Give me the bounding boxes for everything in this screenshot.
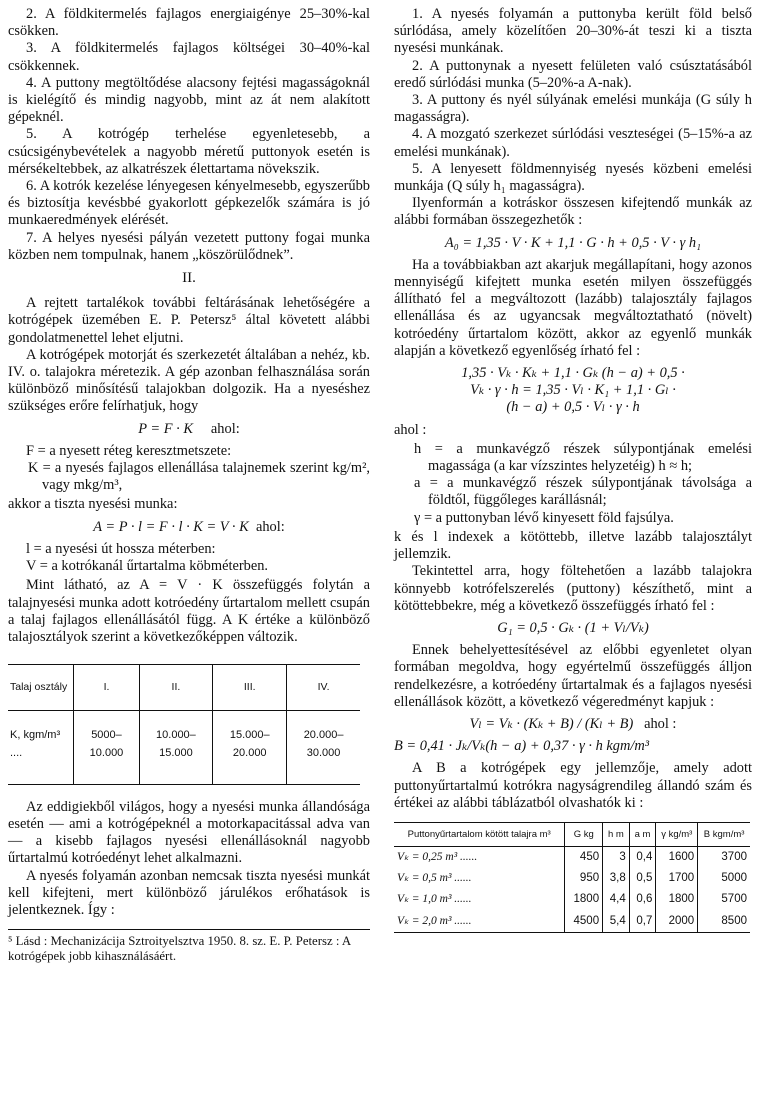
list-item: 4. A mozgató szerkezet súrlódási veszteségei (5–15%-a az emelési munkának). [394,126,752,160]
left-column [8,6,370,964]
paragraph: akkor a tiszta nyesési munka: [8,496,178,513]
table-cell: 0,4 [629,846,656,868]
paragraph: A rejtett tartalékok további feltárásának lehetőségére a kotrógépek üzemében E. P. Petersz⁵ által követett alábbi gondolatmenettel lehet eljutni. [8,295,370,346]
table-cell: 5000–10.000 [74,711,139,768]
definition-item: γ = a puttonyban lévő kinyesett föld fajsúlya. [414,509,674,526]
definition-item: h = a munkavégző részek súlypontjának emelési magassága (a kar vízszintes helyzetéig) h ≈ h; [414,440,752,475]
formula-equality-line3: (h − a) + 0,5 · Vₗ · γ · h [506,399,640,416]
paragraph: k és l indexek a kötöttebb, illetve lazább talajosztályt jellemzik. [394,528,752,563]
formula-tail: ahol: [210,420,240,437]
formula-text: A = P · l = F · l · K = V · K [93,518,249,535]
table-cell: 15.000–20.000 [213,711,287,768]
table-cell: 950 [565,868,603,889]
section-heading: II. [182,270,196,287]
footnote: ⁵ Lásd : Mechanizácija Sztroityelsztva 1950. 8. sz. E. P. Petersz : A kotrógépek jobb kihasználásáért. [8,929,370,964]
table-header-row [394,822,750,846]
list-item: 2. A földkitermelés fajlagos energiaigénye 25–30%-kal csökken. [8,6,370,40]
table-cell: 4,4 [603,889,630,910]
table-header-cell: γ kg/m³ [656,822,698,846]
formula-text: Vₗ = Vₖ · (Kₖ + B) / (Kₗ + B) [469,715,634,732]
paragraph: Tekintettel arra, hogy föltehetően a lazább talajokra könnyebb kotrófelszerelés (puttony) készíthető, mint a kötöttebbekre, még a következő összefüggés írható fel : [394,563,752,614]
paragraph: A B a kotrógépek egy jellemzője, amely adott puttonyűrtartalmú kotrókra nagyságrendileg állandó szám és értékei az alábbi táblázatból olvashatók ki : [394,760,752,811]
table-cell: 2000 [656,911,698,933]
definition-item: F = a nyesett réteg keresztmetszete: [26,442,232,459]
ahol-label: ahol : [394,421,427,438]
table-header-cell: II. [139,665,213,711]
bucket-table [394,822,750,933]
paragraph: Az eddigiekből világos, hogy a nyesési munka állandósága esetén — ami a kotrógépeknél a motorkapacitással adva van — a kisebb fajlagos nyesési ellenállásoknál nagyobb űrtartalmú kotróedényt lehet alkalmazni. [8,798,370,867]
list-item: 4. A puttony megtöltődése alacsony fejtési magasságoknál is kielégítő és mindig nagyobb, mint az át nem alakított gépeknél. [8,74,370,126]
table-row [394,868,750,889]
table-cell: 20.000–30.000 [287,711,360,768]
table-row [394,911,750,933]
table-row [394,889,750,910]
table-cell: 1800 [565,889,603,910]
table-header-cell: B kgm/m³ [698,822,750,846]
table-cell: 1600 [656,846,698,868]
formula-vl [394,716,752,733]
formula-work [8,519,370,536]
table-header-cell: a m [629,822,656,846]
definition-item: V = a kotrókanál űrtartalma köbméterben. [26,558,269,575]
list-item: 6. A kotrók kezelése lényegesen kényelmesebb, egyszerűbb és biztosítja kevésbbé gyakorlott gépkezelők számára is jó munkaeredmények elérését. [8,178,370,229]
formula-b: B = 0,41 · Jₖ/Vₖ(h − a) + 0,37 · γ · h kgm/m³ [394,738,650,755]
paragraph: Mint látható, az A = V · K összefüggés folytán a talajnyesési munka adott kotróedény űrtartalom mellett csupán a talaj fajlagos ellenállásától függ. A K értéke a különböző talajosztályok szerint a következőképpen változik. [8,577,370,645]
table-header-row [8,665,360,711]
definition-item: K = a nyesés fajlagos ellenállása talajnemek szerint kg/m², vagy mkg/m³, [28,460,370,494]
definition-list [394,441,752,527]
table-cell: 0,7 [629,911,656,933]
table-spacer-row [8,768,360,785]
table-header-cell: Talaj osztály [8,665,74,711]
definition-item: a = a munkavégző részek súlypontjának távolsága a földtől, függőleges karállásnál; [414,475,752,509]
table-header-cell: IV. [287,665,360,711]
table-cell: 3,8 [603,868,630,889]
table-row [8,711,360,768]
table-cell: Vₖ = 0,25 m³ ...... [397,850,478,863]
list-item: 1. A nyesés folyamán a puttonyba került föld belső súrlódása, amely közelítően 20–30%-át teszi ki a tiszta nyesési munkának. [394,6,752,57]
table-header-cell: h m [603,822,630,846]
formula-tail: ahol : [644,715,677,732]
paragraph: A nyesés folyamán azonban nemcsak tiszta nyesési munkát kell kifejteni, mert különböző járulékos erőhatások is jelentkeznek. Így : [8,867,370,918]
table-cell: 5,4 [603,911,630,933]
table-cell: 5000 [698,868,750,889]
list-item: 5. A kotrógép terhelése egyenletesebb, a csúcsigénybevételek a nagyobb méretű puttonyok esetén is mérsékeltebbek, az alkatrészek élettartama növekszik. [8,126,370,177]
table-cell: K, kgm/m³ .... [10,729,61,759]
formula-equality-line1: 1,35 · Vₖ · Kₖ + 1,1 · Gₖ (h − a) + 0,5 · [461,365,685,382]
table-cell: 450 [565,846,603,868]
formula-total-work: A₀ = 1,35 · V · K + 1,1 · G · h + 0,5 · V · γ h₁ [444,234,702,251]
table-cell: Vₖ = 1,0 m³ ...... [397,893,472,906]
list-item: 3. A puttony és nyél súlyának emelési munkája (G súly h magasságra). [394,92,752,126]
table-cell: 4500 [565,911,603,933]
paragraph: Ilyenformán a kotráskor összesen kifejtendő munkák az alábbi formában összegezhetők : [394,195,752,229]
list-item: 2. A puttonynak a nyesett felületen való csúsztatásából eredő súrlódási munka (5–20%-a A-nak). [394,57,752,91]
right-column [394,6,752,933]
paragraph: Ha a továbbiakban azt akarjuk megállapítani, hogy azonos mennyiségű kifejtett munka esetén milyen összefüggés állítható fel a megváltozott (lazább) talajosztály fajlagos ellenállása és az ugyancsak megváltoztatható (növelt) kotróedény űrtartalom között, akkor az egyenlő munkák alapján a következő egyenlőség írható fel : [394,256,752,359]
table-cell: 8500 [698,911,750,933]
table-cell: Vₖ = 2,0 m³ ...... [397,914,472,927]
table-cell: 0,5 [629,868,656,889]
definition-list [8,443,370,495]
table-header-cell: I. [74,665,139,711]
soil-class-table [8,664,360,785]
table-header-cell: G kg [565,822,603,846]
list-item: 5. A lenyesett földmennyiség nyesés közbeni emelési munkája (Q súly h₁ magasságra). [394,160,752,195]
table-cell: 10.000–15.000 [139,711,213,768]
formula-text: P = F · K [138,420,193,437]
definition-list [8,541,370,575]
table-header-cell: Puttonyűrtartalom kötött talajra m³ [394,822,565,846]
table-cell: 1700 [656,868,698,889]
table-cell: 3 [603,846,630,868]
formula-tail: ahol: [255,518,285,535]
table-header-cell: III. [213,665,287,711]
formula-g1: G₁ = 0,5 · Gₖ · (1 + Vₗ/Vₖ) [497,619,649,636]
table-cell: 1800 [656,889,698,910]
table-row [394,846,750,868]
table-cell: Vₖ = 0,5 m³ ...... [397,872,472,885]
list-item: 7. A helyes nyesési pályán vezetett puttony fogai munka közben nem tompulnak, hanem „köszörülődnek”. [8,229,370,263]
formula-equality-line2: Vₖ · γ · h = 1,35 · Vₗ · K₁ + 1,1 · Gₗ · [470,382,676,399]
table-cell: 5700 [698,889,750,910]
paragraph: Ennek behelyettesítésével az előbbi egyenletet olyan formában megoldva, hogy egyértelmű összefüggés álljon rendelkezésre, a kotróedény űrtartalmak és a fajlagos nyesési ellenállások között, a következő végeredményt kapjuk : [394,642,752,710]
formula-force [8,421,370,438]
table-cell: 0,6 [629,889,656,910]
paragraph: A kotrógépek motorját és szerkezetét általában a nehéz, kb. IV. o. talajokra méretezik. A gép azonban felhasználása során különböző minősítésű talajokban dolgozik. Ha a nyeséshez szükséges erőre felírhatjuk, hogy [8,346,370,415]
list-item: 3. A földkitermelés fajlagos költségei 30–40%-kal csökkennek. [8,40,370,74]
table-cell: 3700 [698,846,750,868]
definition-item: l = a nyesési út hossza méterben: [26,540,216,557]
